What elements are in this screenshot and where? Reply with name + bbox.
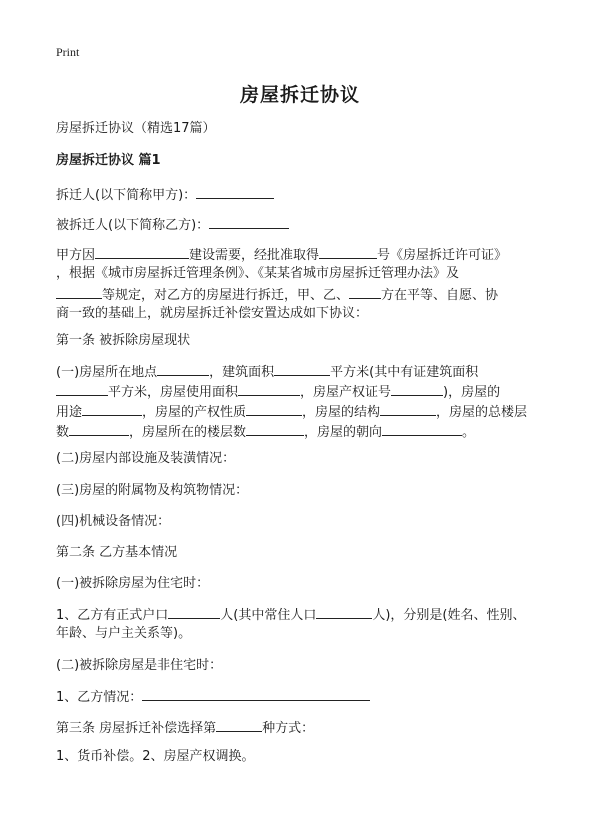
blank-field[interactable] xyxy=(95,243,189,259)
paragraph-line: 数 ，房屋所在的楼层数 ，房屋的朝向 。 xyxy=(56,420,548,444)
article-2-heading: 第二条 乙方基本情况 xyxy=(56,545,178,560)
party-a-line: 拆迁人(以下简称甲方)： xyxy=(56,183,548,207)
blank-field[interactable] xyxy=(380,400,436,416)
blank-field[interactable] xyxy=(246,420,304,436)
blank-field[interactable] xyxy=(168,603,220,619)
paragraph-line: 甲方因 建设需要，经批准取得 号《房屋拆迁许可证》 xyxy=(56,243,548,267)
paragraph-line: 平方米，房屋使用面积 ，房屋产权证号 )，房屋的 xyxy=(56,380,548,404)
blank-field[interactable] xyxy=(56,380,108,396)
paragraph-line: (一)房屋所在地点 ，建筑面积 平方米(其中有证建筑面积 xyxy=(56,360,548,384)
blank-field[interactable] xyxy=(246,400,302,416)
document-title: 房屋拆迁协议 xyxy=(239,84,360,106)
paragraph-line: 1、货币补偿。2、房屋产权调换。 xyxy=(56,749,255,764)
party-b-line: 被拆迁人(以下简称乙方)： xyxy=(56,213,548,237)
blank-field[interactable] xyxy=(82,400,142,416)
subsection-line: (四)机械设备情况： xyxy=(56,514,171,529)
blank-field[interactable] xyxy=(391,380,443,396)
paragraph-line: 等规定，对乙方的房屋进行拆迁，甲、乙、 方在平等、自愿、协 xyxy=(56,283,548,307)
paragraph-line: 商一致的基础上，就房屋拆迁补偿安置达成如下协议： xyxy=(56,306,369,321)
blank-field[interactable] xyxy=(274,360,330,376)
section-heading: 房屋拆迁协议 篇1 xyxy=(56,153,161,168)
blank-field[interactable] xyxy=(142,685,370,701)
blank-field[interactable] xyxy=(56,283,102,299)
blank-field[interactable] xyxy=(382,420,462,436)
subtitle: 房屋拆迁协议（精选17篇） xyxy=(56,121,216,136)
paragraph-line: 1、乙方有正式户口 人(其中常住人口 人)，分别是(姓名、性别、 xyxy=(56,603,548,627)
subsection-line: (二)被拆除房屋是非住宅时： xyxy=(56,658,223,673)
blank-field[interactable] xyxy=(157,360,209,376)
subsection-line: (二)房屋内部设施及装潢情况： xyxy=(56,451,236,466)
blank-field[interactable] xyxy=(238,380,300,396)
blank-field[interactable] xyxy=(319,243,377,259)
subsection-line: (一)被拆除房屋为住宅时： xyxy=(56,576,210,591)
blank-field[interactable] xyxy=(69,420,129,436)
paragraph-line: 用途 ，房屋的产权性质 ，房屋的结构 ，房屋的总楼层 xyxy=(56,400,548,424)
article-3-heading: 第三条 房屋拆迁补偿选择第 种方式： xyxy=(56,716,548,740)
print-label: Print xyxy=(56,45,80,59)
blank-field[interactable] xyxy=(209,213,289,229)
blank-field[interactable] xyxy=(196,183,274,199)
paragraph-line: 年龄、与户主关系等)。 xyxy=(56,626,192,641)
blank-field[interactable] xyxy=(216,716,262,732)
blank-field[interactable] xyxy=(316,603,372,619)
paragraph-line: 1、乙方情况： xyxy=(56,685,548,709)
article-1-heading: 第一条 被拆除房屋现状 xyxy=(56,333,191,348)
paragraph-line: ，根据《城市房屋拆迁管理条例》、《某某省城市房屋拆迁管理办法》及 xyxy=(56,266,460,281)
blank-field[interactable] xyxy=(349,283,381,299)
subsection-line: (三)房屋的附属物及构筑物情况： xyxy=(56,483,249,498)
